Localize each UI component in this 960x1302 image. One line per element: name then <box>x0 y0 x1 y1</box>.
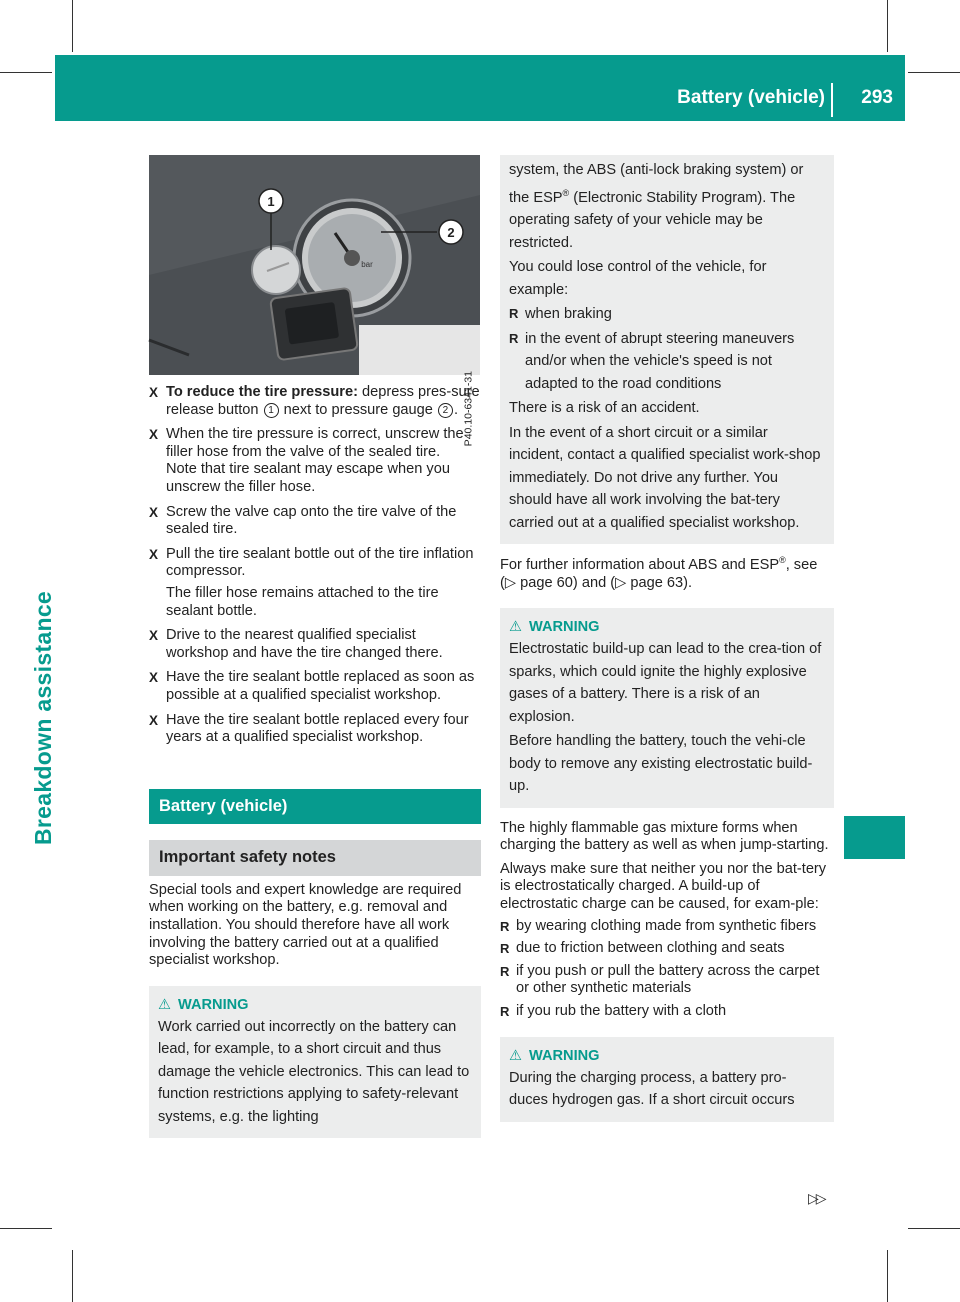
right-column <box>500 155 834 1122</box>
warning-title <box>509 1047 825 1065</box>
bullet-item: R if you push or pull the battery across the carpet or other synthetic materials <box>500 963 834 998</box>
step-drive-workshop <box>149 627 481 662</box>
release-button <box>252 246 300 294</box>
warning-text: In the event of a short circuit or a similar incident, contact a qualified specialist work-shop immediately. Do not drive any further. You should have all work involving the bat-tery carried out at a qualified specialist workshop. <box>509 424 821 531</box>
figure-code: P40.10-6341-31 <box>462 371 474 447</box>
electrostatic-paragraph: Always make sure that neither you nor the bat-tery is electrostatically charged. A build-up of electrostatic charge can be caused, for exam-ple: <box>500 860 827 913</box>
warning-text: Work carried out incorrectly on the battery can lead, for example, to a short circuit and thus damage the vehicle electronics. This can lead to function restrictions applying to safety-relevant systems, e.g. the lighting <box>158 1018 470 1125</box>
step-replace-every-four-years <box>149 712 481 747</box>
step-lead: To reduce the tire pressure: <box>166 384 358 400</box>
crop-mark <box>72 0 73 52</box>
warning-label: WARNING <box>529 1047 600 1064</box>
step-text: X When the tire pressure is correct, unscrew the filler hose from the valve of the sealed tire. <box>166 426 464 460</box>
warning-title <box>158 996 472 1014</box>
info-text: For further information about ABS and ESP <box>500 557 780 573</box>
page-ref-arrow-icon: ▷ <box>615 574 627 591</box>
side-tab-marker <box>844 816 905 859</box>
warning-text <box>509 159 825 254</box>
crop-mark <box>0 72 52 73</box>
callout-ref-2: 2 <box>438 403 453 418</box>
page-header <box>55 55 905 121</box>
warning-icon: ⚠ <box>509 619 523 636</box>
crop-mark <box>908 1228 960 1229</box>
step-text: next to pressure gauge <box>279 401 437 418</box>
warning-text: Electrostatic build-up can lead to the crea-tion of sparks, which could ignite the highly explosive gases of a battery. There is a risk of an explosion. <box>509 641 822 725</box>
step-text: . <box>453 401 459 418</box>
page-number: 293 <box>861 87 893 108</box>
step-text: X Screw the valve cap onto the tire valve of the sealed tire. <box>166 503 457 538</box>
warning-text-part: system, the ABS (anti-lock braking system) or the ESP <box>509 162 804 206</box>
side-tab-label: Breakdown assistance <box>30 590 56 845</box>
registered-mark: ® <box>562 187 570 198</box>
warning-icon: ⚠ <box>509 1047 523 1064</box>
callout-2: 2 <box>447 225 455 240</box>
left-column <box>149 384 481 1138</box>
step-unscrew-hose <box>149 426 481 496</box>
warning-text-part: (Electronic Stability Program). The operating safety of your vehicle may be restricted. <box>509 189 796 251</box>
continue-arrows-icon: ▷▷ <box>808 1190 824 1206</box>
warning-box <box>500 1037 834 1122</box>
step-text: X Have the tire sealant bottle replaced as soon as possible at a qualified specialist workshop. <box>166 669 475 703</box>
crop-mark <box>908 72 960 73</box>
warning-label: WARNING <box>529 619 600 636</box>
step-text: X Have the tire sealant bottle replaced every four years at a qualified specialist workshop. <box>166 711 469 746</box>
header-divider <box>831 83 833 117</box>
bullet-list <box>500 918 834 1021</box>
header-title: Battery (vehicle) <box>677 87 825 108</box>
section-title: Battery (vehicle) <box>149 789 481 825</box>
step-reduce-pressure <box>149 384 481 419</box>
warning-icon: ⚠ <box>158 996 172 1013</box>
registered-mark: ® <box>779 555 786 565</box>
step-note: Note that tire sealant may escape when you unscrew the filler hose. <box>166 461 450 495</box>
warning-box <box>500 608 834 808</box>
warning-text: You could lose control of the vehicle, for example: <box>509 259 767 298</box>
info-text: page 63). <box>626 574 693 591</box>
flammable-paragraph: The highly flammable gas mixture forms when charging the battery as well as when jump-starting. <box>500 819 829 854</box>
bullet-item: R in the event of abrupt steering maneuvers and/or when the vehicle's speed is not adapted to the road conditions <box>509 328 825 396</box>
bullet-item: R if you rub the battery with a cloth <box>500 1003 834 1021</box>
subsection-title: Important safety notes <box>149 840 481 876</box>
bullet-item: R due to friction between clothing and seats <box>500 940 834 958</box>
warning-box-continued <box>500 155 834 544</box>
info-paragraph <box>500 552 834 592</box>
warning-text: During the charging process, a battery pro-duces hydrogen gas. If a short circuit occurs <box>509 1069 795 1109</box>
step-note: The filler hose remains attached to the tire sealant bottle. <box>166 584 439 619</box>
callout-ref-1: 1 <box>264 403 279 418</box>
page-ref-arrow-icon: ▷ <box>504 574 517 591</box>
step-text: X Pull the tire sealant bottle out of the tire inflation compressor. <box>166 545 474 580</box>
gauge-unit: bar <box>361 260 373 269</box>
bullet-item: R when braking <box>509 303 825 326</box>
step-text: X Drive to the nearest qualified specialist workshop and have the tire changed there. <box>166 627 443 661</box>
warning-text: Before handling the battery, touch the vehi-cle body to remove any existing electrostatic build-up. <box>509 733 813 795</box>
info-text: , see ( <box>500 557 818 591</box>
warning-box <box>149 986 481 1139</box>
step-replace-bottle <box>149 669 481 704</box>
intro-paragraph: Special tools and expert knowledge are required when working on the battery, e.g. removal and installation. You should therefore have all work involving the battery carried out at a qualified specialist workshop. <box>149 881 462 969</box>
warning-label: WARNING <box>178 996 249 1013</box>
warning-text: There is a risk of an accident. <box>509 400 700 416</box>
crop-mark <box>887 1250 888 1302</box>
crop-mark <box>72 1250 73 1302</box>
bullet-item: R by wearing clothing made from synthetic fibers <box>500 918 834 936</box>
callout-1: 1 <box>267 194 275 209</box>
step-pull-bottle <box>149 546 481 620</box>
crop-mark <box>0 1228 52 1229</box>
compressor-illustration <box>149 155 480 375</box>
warning-title <box>509 618 825 636</box>
crop-mark <box>887 0 888 52</box>
info-text: page 60) and ( <box>516 574 616 591</box>
step-valve-cap <box>149 504 481 539</box>
step-text: depress pres-sure release button <box>166 384 480 418</box>
